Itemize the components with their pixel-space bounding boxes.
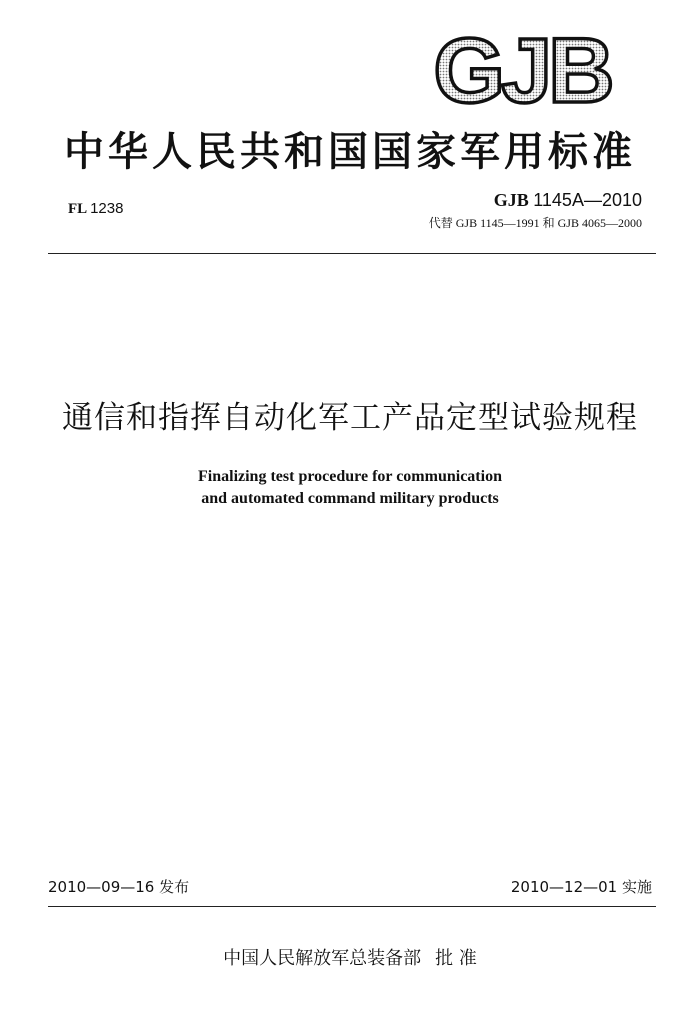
replaces-note: 代替 GJB 1145—1991 和 GJB 4065—2000	[428, 216, 642, 230]
issue-date: 2010—09—16 发布	[48, 878, 190, 896]
bottom-divider	[48, 906, 656, 907]
fl-prefix: FL	[68, 201, 87, 217]
fl-classification-code	[68, 200, 123, 218]
standard-number	[494, 190, 642, 211]
svg-text:GJB: GJB	[433, 28, 611, 112]
approval-line	[0, 944, 700, 970]
fl-number: 1238	[90, 200, 124, 217]
effective-date: 2010—12—01 实施	[510, 878, 652, 896]
top-divider	[48, 253, 656, 254]
approve-label: 批 准	[435, 948, 477, 969]
standard-code: 1145A—2010	[533, 190, 642, 210]
english-title-line-1: Finalizing test procedure for communication	[198, 468, 502, 485]
gjb-logo	[424, 28, 620, 112]
document-title-chinese: 通信和指挥自动化军工产品定型试验规程	[62, 400, 638, 436]
english-title-line-2: and automated command military products	[201, 490, 499, 507]
standard-prefix: GJB	[493, 190, 529, 210]
document-title-english	[0, 466, 700, 510]
national-standard-title: 中华人民共和国国家军用标准	[64, 128, 636, 175]
approving-authority: 中国人民解放军总装备部	[223, 948, 422, 969]
